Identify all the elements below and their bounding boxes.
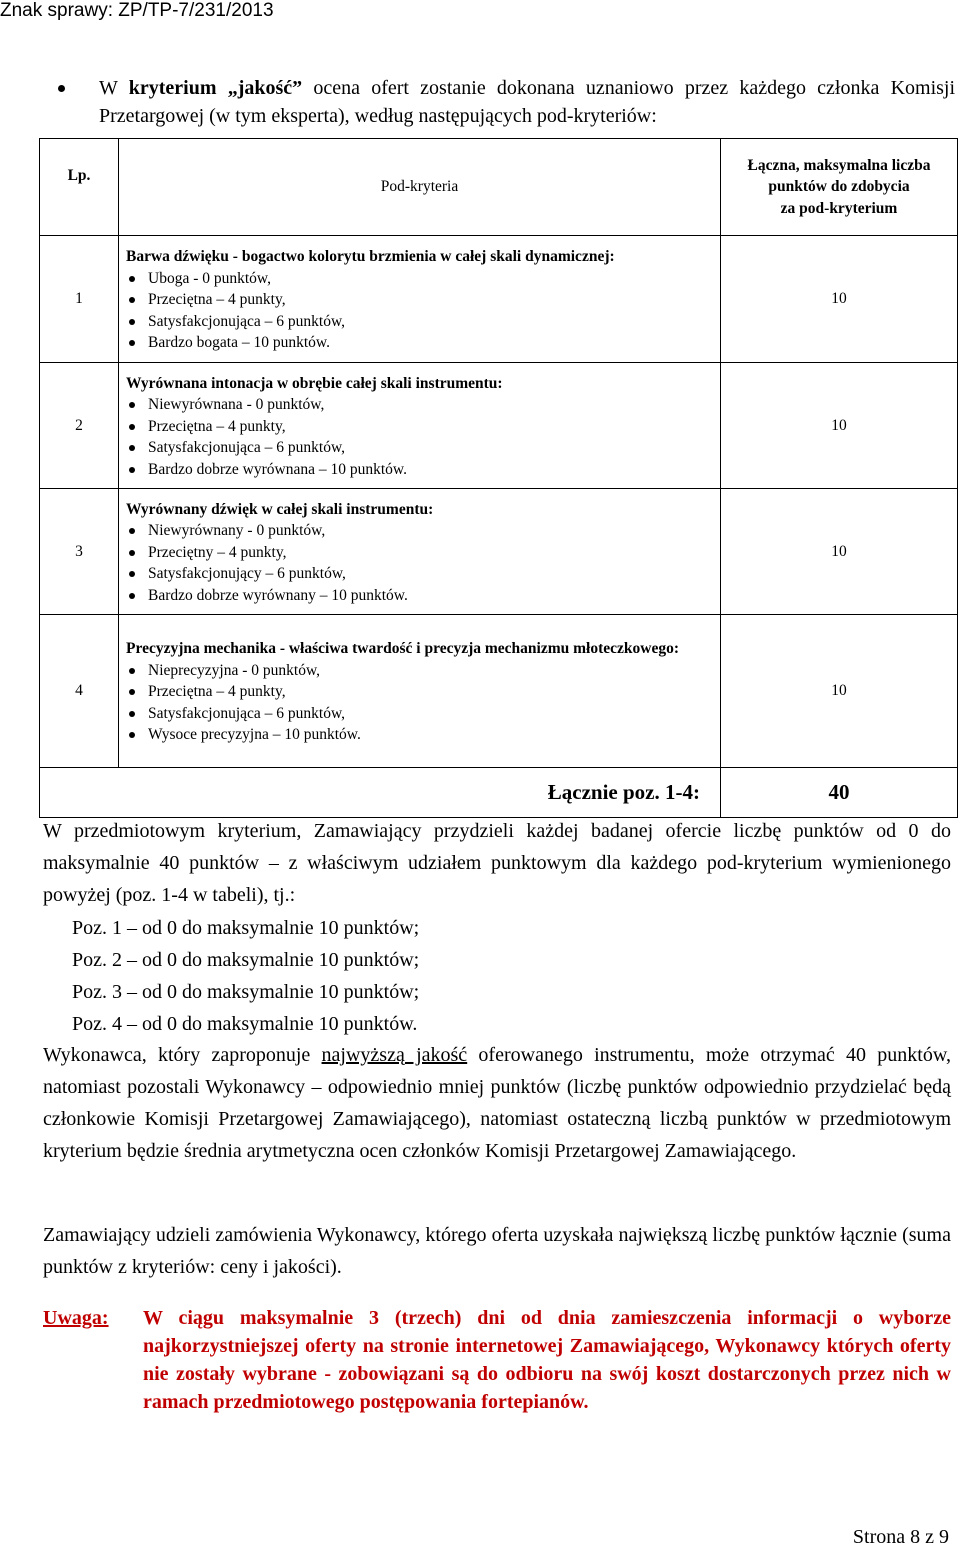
row-lp: 3 (40, 489, 119, 615)
row-points: 10 (721, 236, 958, 363)
list-item: Satysfakcjonująca – 6 punktów, (126, 311, 720, 333)
list-item: Poz. 2 – od 0 do maksymalnie 10 punktów; (72, 949, 420, 971)
list-item: Bardzo dobrze wyrównana – 10 punktów. (126, 459, 720, 481)
row-points: 10 (721, 615, 958, 768)
table-row (40, 236, 958, 363)
options-list (126, 268, 720, 354)
subcriterion-title: Wyrównany dźwięk w całej skali instrumentu: (126, 500, 434, 518)
note-text: W ciągu maksymalnie 3 (trzech) dni od dnia zamieszczenia informacji o wyborze najkorzystniejszej oferty na stronie internetowej Zamawiającego, Wykonawcy których oferty nie zostały wybrane - zobowiązani są do odbioru na swój koszt dostarczonych przez nich w ramach przedmiotowego postępowania fortepianów. (143, 1307, 951, 1413)
list-item: Uboga - 0 punktów, (126, 268, 720, 290)
bullet-icon (58, 85, 65, 92)
table-row (40, 363, 958, 489)
list-item: Poz. 3 – od 0 do maksymalnie 10 punktów; (72, 981, 420, 1003)
header-subcriteria: Pod-kryteria (119, 139, 721, 236)
note-label: Uwaga: (43, 1307, 109, 1329)
total-label: Łącznie poz. 1-4: (40, 768, 721, 818)
intro-prefix: W (99, 77, 129, 99)
header-points-line: Łączna, maksymalna liczba (747, 156, 931, 174)
row-subcriteria (119, 363, 721, 489)
row-lp: 2 (40, 363, 119, 489)
list-item: Poz. 4 – od 0 do maksymalnie 10 punktów. (72, 1013, 418, 1035)
list-item: Nieprecyzyjna - 0 punktów, (126, 660, 720, 682)
list-item: Satysfakcjonująca – 6 punktów, (126, 703, 720, 725)
options-list (126, 660, 720, 746)
paragraph-best-quality (43, 1039, 951, 1167)
header-points (721, 139, 958, 236)
header-points-line: punktów do zdobycia (768, 178, 910, 196)
table-row (40, 489, 958, 615)
positions-list (72, 912, 419, 1040)
list-item: Bardzo dobrze wyrównany – 10 punktów. (126, 585, 720, 607)
list-item: Bardzo bogata – 10 punktów. (126, 332, 720, 354)
header-points-line: za pod-kryterium (780, 199, 898, 217)
page-number: Strona 8 z 9 (852, 1526, 949, 1548)
intro-paragraph (60, 74, 955, 130)
list-item: Poz. 1 – od 0 do maksymalnie 10 punktów; (72, 917, 420, 939)
row-lp: 1 (40, 236, 119, 363)
total-row (40, 768, 958, 818)
row-points: 10 (721, 489, 958, 615)
list-item: Niewyrównany - 0 punktów, (126, 520, 720, 542)
case-reference: Znak sprawy: ZP/TP-7/231/2013 (0, 0, 274, 21)
list-item: Przeciętny – 4 punkty, (126, 542, 720, 564)
table-header-row (40, 139, 958, 236)
subcriterion-title: Barwa dźwięku - bogactwo kolorytu brzmienia w całej skali dynamicznej: (126, 248, 615, 266)
header-lp: Lp. (40, 139, 119, 236)
list-item: Satysfakcjonująca – 6 punktów, (126, 437, 720, 459)
list-item: Przeciętna – 4 punkty, (126, 416, 720, 438)
row-points: 10 (721, 363, 958, 489)
list-item: Przeciętna – 4 punkty, (126, 681, 720, 703)
intro-quality: „jakość” (227, 77, 303, 99)
row-subcriteria (119, 615, 721, 768)
note-block (43, 1304, 951, 1416)
subcriterion-title: Wyrównana intonacja w obrębie całej skali instrumentu: (126, 374, 503, 392)
list-item: Przeciętna – 4 punkty, (126, 289, 720, 311)
para2-underlined: najwyższą jakość (321, 1044, 468, 1066)
para2-before: Wykonawca, który zaproponuje (43, 1044, 322, 1066)
criteria-body (40, 236, 958, 768)
intro-rest: ocena ofert zostanie dokonana uznaniowo przez każdego członka Komisji Przetargowej (w tym eksperta), według następujących pod-kryteriów: (99, 77, 956, 127)
options-list (126, 394, 720, 480)
options-list (126, 520, 720, 606)
table-row (40, 615, 958, 768)
list-item: Niewyrównana - 0 punktów, (126, 394, 720, 416)
paragraph-award: Zamawiający udzieli zamówienia Wykonawcy, którego oferta uzyskała największą liczbę punktów łącznie (suma punktów z kryteriów: ceny i jakości). (43, 1224, 951, 1278)
criteria-table (39, 138, 958, 818)
list-item: Wysoce precyzyjna – 10 punktów. (126, 724, 720, 746)
para2-after: oferowanego instrumentu, może otrzymać 40 punktów, natomiast pozostali Wykonawcy – odpowiednio mniej punktów (liczbę punktów odpowiednio przydzielać będą członkowie Komisji Przetargowej Zamawiającego), natomiast ostateczną liczbą punktów w przedmiotowym kryterium będzie średnia arytmetyczna ocen członków Komisji Przetargowej Zamawiającego. (43, 1044, 951, 1162)
intro-kryterium: kryterium (128, 77, 217, 99)
row-subcriteria (119, 236, 721, 363)
paragraph-scoring: W przedmiotowym kryterium, Zamawiający przydzieli każdej badanej ofercie liczbę punktów od 0 do maksymalnie 40 punktów – z właściwym udziałem punktowym dla każdego pod-kryterium wymienionego powyżej (poz. 1-4 w tabeli), tj.: (43, 820, 951, 906)
row-subcriteria (119, 489, 721, 615)
list-item: Satysfakcjonujący – 6 punktów, (126, 563, 720, 585)
total-value: 40 (721, 768, 958, 818)
row-lp: 4 (40, 615, 119, 768)
subcriterion-title: Precyzyjna mechanika - właściwa twardość i precyzja mechanizmu młoteczkowego: (126, 640, 679, 658)
